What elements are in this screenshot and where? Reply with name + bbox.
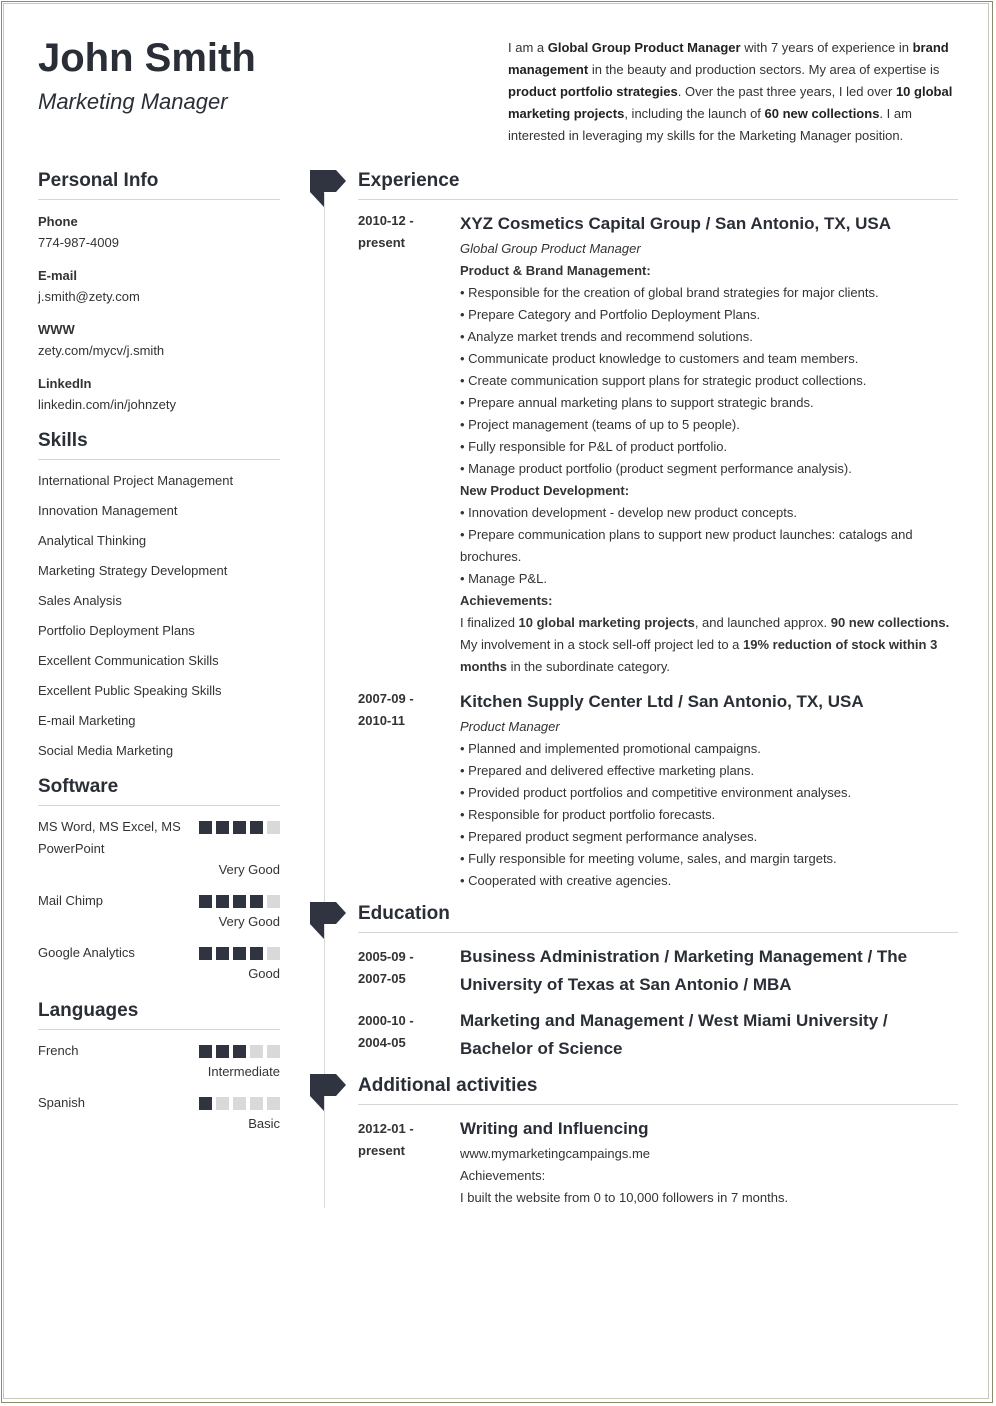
contact-label: LinkedIn [38, 376, 92, 391]
bullet-item: • Manage P&L. [460, 571, 547, 586]
software-name: Google Analytics [38, 945, 135, 960]
summary-fragment: in the beauty and production sectors. My area of expertise is [588, 62, 940, 77]
bullet-item: • Planned and implemented promotional campaigns. [460, 741, 761, 756]
skill-item: Analytical Thinking [38, 533, 147, 548]
profile-summary [508, 37, 958, 147]
summary-fragment: product portfolio strategies [508, 84, 678, 99]
rating-dot-filled [199, 1045, 212, 1058]
language-item [38, 1092, 280, 1134]
date-end: present [358, 1143, 405, 1158]
activity-entry [358, 1115, 958, 1209]
summary-fragment: brand management [508, 40, 949, 77]
experience-flag-icon [310, 170, 346, 210]
achievement-fragment: 19% reduction of stock within 3 months [460, 637, 938, 674]
summary-fragment: 10 global marketing projects [508, 84, 953, 121]
entry-body [460, 943, 958, 999]
skill-item: Excellent Communication Skills [38, 653, 219, 668]
rating-dot-empty [267, 1045, 280, 1058]
bullet-item: • Responsible for product portfolio forecasts. [460, 807, 716, 822]
bullet-item: • Prepared product segment performance analyses. [460, 829, 758, 844]
rating-dots [199, 821, 280, 834]
subheading: Achievements: [460, 593, 553, 608]
rating-dot-filled [233, 895, 246, 908]
contact-value: j.smith@zety.com [38, 289, 140, 304]
language-item [38, 1040, 280, 1082]
rating-dots [199, 947, 280, 960]
personal-info-heading: Personal Info [38, 168, 280, 200]
subheading: Product & Brand Management: [460, 263, 651, 278]
date-start: 2000-10 - [358, 1013, 414, 1028]
contact-value: 774-987-4009 [38, 235, 119, 250]
language-name: French [38, 1043, 79, 1058]
software-level: Good [248, 966, 280, 981]
software-item [38, 942, 280, 984]
rating-dot-filled [233, 821, 246, 834]
rating-dot-filled [199, 947, 212, 960]
entry-date [358, 688, 453, 732]
rating-dot-filled [233, 947, 246, 960]
rating-dot-empty [250, 1097, 263, 1110]
education-section [358, 901, 958, 1071]
rating-dot-filled [216, 821, 229, 834]
education-flag-icon [310, 902, 346, 942]
timeline-line [324, 193, 325, 1208]
date-end: 2007-05 [358, 971, 406, 986]
rating-dot-filled [199, 1097, 212, 1110]
skill-item: Sales Analysis [38, 593, 122, 608]
entry-body [460, 1007, 958, 1063]
skill-item: International Project Management [38, 473, 234, 488]
rating-dot-empty [267, 1097, 280, 1110]
experience-heading: Experience [358, 168, 958, 200]
education-heading: Education [358, 901, 958, 933]
rating-dot-filled [199, 821, 212, 834]
rating-dot-empty [267, 895, 280, 908]
activity-line: Achievements: [460, 1168, 546, 1183]
summary-fragment: Global Group Product Manager [547, 40, 741, 55]
achievement-fragment: 90 new collections. [830, 615, 950, 630]
achievement-fragment: , and launched approx. [694, 615, 831, 630]
bullet-item: • Communicate product knowledge to customers and team members. [460, 351, 859, 366]
achievement-fragment: in the subordinate category. [506, 659, 671, 674]
left-column [38, 168, 280, 1134]
skill-item: Innovation Management [38, 503, 178, 518]
contact-value: linkedin.com/in/johnzety [38, 397, 177, 412]
rating-dot-empty [250, 1045, 263, 1058]
job-role: Global Group Product Manager [460, 241, 641, 256]
entry-date [358, 946, 453, 990]
bullet-item: • Create communication support plans for strategic product collections. [460, 373, 867, 388]
achievement-text [460, 612, 958, 678]
bullet-item: • Innovation development - develop new product concepts. [460, 505, 797, 520]
candidate-name: John Smith [38, 36, 256, 80]
rating-dot-filled [216, 1045, 229, 1058]
summary-fragment: , including the launch of [624, 106, 765, 121]
candidate-title: Marketing Manager [38, 89, 228, 114]
languages-list [38, 1040, 280, 1134]
bullet-item: • Fully responsible for P&L of product portfolio. [460, 439, 728, 454]
experience-list [358, 210, 958, 892]
experience-entry [358, 210, 958, 678]
activities-section [358, 1073, 958, 1209]
degree-title: Business Administration / Marketing Management / The University of Texas at San Antonio / MBA [460, 947, 908, 994]
rating-dot-filled [216, 895, 229, 908]
summary-fragment: . Over the past three years, I led over [677, 84, 896, 99]
entry-body [460, 1115, 958, 1209]
activity-line: www.mymarketingcampaings.me [460, 1146, 651, 1161]
experience-entry [358, 688, 958, 892]
skill-item: E-mail Marketing [38, 713, 136, 728]
date-end: 2004-05 [358, 1035, 406, 1050]
rating-dots [199, 1045, 280, 1058]
date-start: 2012-01 - [358, 1121, 414, 1136]
activity-line: I built the website from 0 to 10,000 followers in 7 months. [460, 1190, 789, 1205]
bullet-item: • Prepared and delivered effective marketing plans. [460, 763, 755, 778]
job-role: Product Manager [460, 719, 560, 734]
entry-date [358, 210, 453, 254]
activities-flag-icon [310, 1074, 346, 1114]
rating-dot-filled [250, 947, 263, 960]
software-name: MS Word, MS Excel, MS PowerPoint [38, 819, 181, 856]
rating-dots [199, 895, 280, 908]
rating-dot-empty [216, 1097, 229, 1110]
software-level: Very Good [218, 862, 280, 877]
date-start: 2007-09 - [358, 691, 414, 706]
date-start: 2010-12 - [358, 213, 414, 228]
entry-date [358, 1118, 453, 1162]
bullet-item: • Prepare communication plans to support new product launches: catalogs and brochures. [460, 527, 913, 564]
contact-value: zety.com/mycv/j.smith [38, 343, 165, 358]
date-end: 2010-11 [358, 713, 405, 728]
skill-item: Excellent Public Speaking Skills [38, 683, 222, 698]
rating-dot-filled [233, 1045, 246, 1058]
skill-item: Social Media Marketing [38, 743, 174, 758]
language-name: Spanish [38, 1095, 85, 1110]
contact-label: E-mail [38, 268, 78, 283]
entry-body [460, 210, 958, 678]
software-level: Very Good [218, 914, 280, 929]
skills-list [38, 466, 280, 766]
rating-dots [199, 1097, 280, 1110]
education-entry [358, 943, 958, 999]
education-list [358, 943, 958, 1063]
date-end: present [358, 235, 405, 250]
summary-fragment: I am a [508, 40, 548, 55]
activities-heading: Additional activities [358, 1073, 958, 1105]
software-item [38, 816, 280, 880]
language-level: Intermediate [207, 1064, 280, 1079]
summary-fragment: 60 new collections [764, 106, 880, 121]
rating-dot-filled [216, 947, 229, 960]
contact-label: WWW [38, 322, 75, 337]
activity-title: Writing and Influencing [460, 1119, 649, 1138]
contact-label: Phone [38, 214, 78, 229]
software-item [38, 890, 280, 932]
activities-list [358, 1115, 958, 1209]
bullet-item: • Provided product portfolios and competitive environment analyses. [460, 785, 852, 800]
personal-info-list [38, 212, 280, 416]
languages-heading: Languages [38, 998, 280, 1030]
bullet-item: • Prepare Category and Portfolio Deployment Plans. [460, 307, 761, 322]
achievement-fragment: I finalized [460, 615, 519, 630]
date-start: 2005-09 - [358, 949, 414, 964]
skills-heading: Skills [38, 428, 280, 460]
bullet-item: • Responsible for the creation of global brand strategies for major clients. [460, 285, 879, 300]
software-heading: Software [38, 774, 280, 806]
education-entry [358, 1007, 958, 1063]
summary-fragment: with 7 years of experience in [740, 40, 913, 55]
achievement-fragment: My involvement in a stock sell-off project led to a [460, 637, 743, 652]
company-name: XYZ Cosmetics Capital Group / San Antonio, TX, USA [460, 214, 892, 233]
bullet-item: • Project management (teams of up to 5 people). [460, 417, 740, 432]
rating-dot-empty [267, 821, 280, 834]
rating-dot-filled [199, 895, 212, 908]
summary-fragment: . I am interested in leveraging my skills for the Marketing Manager position. [508, 106, 912, 143]
entry-date [358, 1010, 453, 1054]
rating-dot-empty [267, 947, 280, 960]
software-name: Mail Chimp [38, 893, 104, 908]
bullet-item: • Manage product portfolio (product segment performance analysis). [460, 461, 852, 476]
skill-item: Portfolio Deployment Plans [38, 623, 195, 638]
achievement-fragment: 10 global marketing projects [518, 615, 695, 630]
bullet-item: • Fully responsible for meeting volume, sales, and margin targets. [460, 851, 837, 866]
rating-dot-filled [250, 895, 263, 908]
bullet-item: • Prepare annual marketing plans to support strategic brands. [460, 395, 814, 410]
entry-body [460, 688, 958, 892]
rating-dot-empty [233, 1097, 246, 1110]
bullet-item: • Analyze market trends and recommend solutions. [460, 329, 753, 344]
degree-title: Marketing and Management / West Miami University / Bachelor of Science [460, 1011, 888, 1058]
bullet-item: • Cooperated with creative agencies. [460, 873, 672, 888]
subheading: New Product Development: [460, 483, 630, 498]
company-name: Kitchen Supply Center Ltd / San Antonio, TX, USA [460, 692, 864, 711]
skill-item: Marketing Strategy Development [38, 563, 228, 578]
rating-dot-filled [250, 821, 263, 834]
experience-section [358, 168, 958, 902]
software-list [38, 816, 280, 984]
language-level: Basic [248, 1116, 280, 1131]
